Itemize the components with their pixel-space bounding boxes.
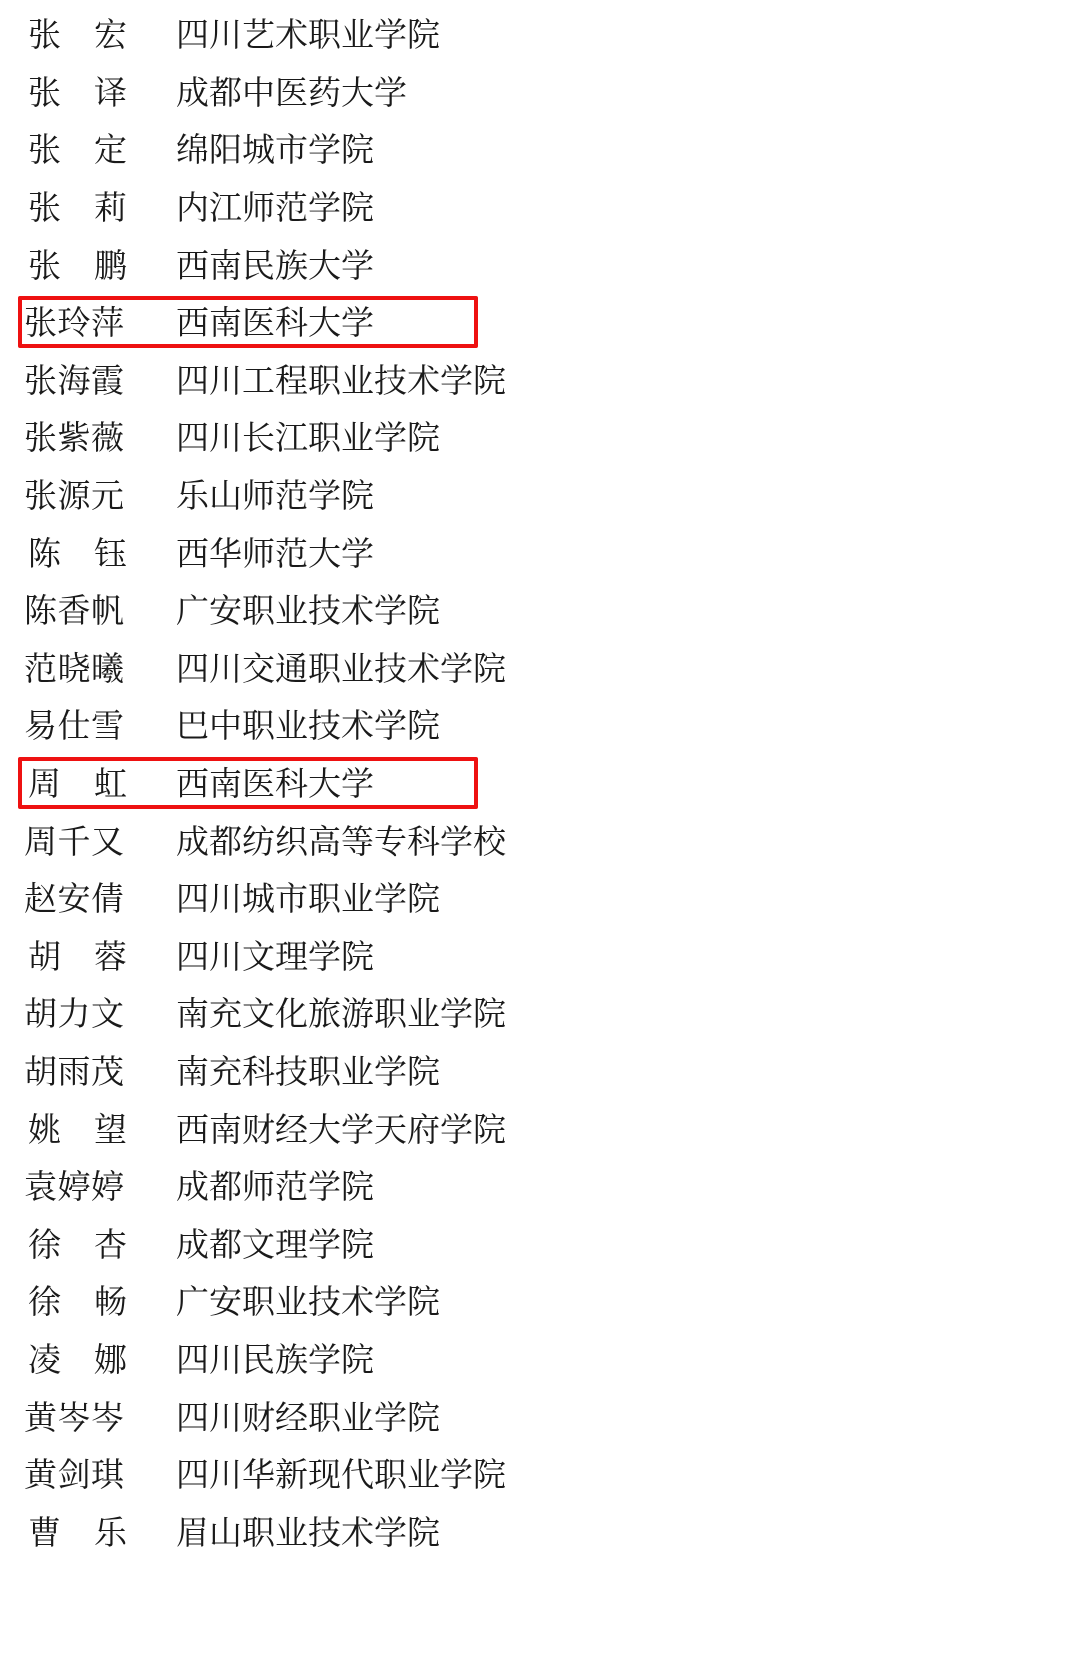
list-item bbox=[0, 1446, 1080, 1504]
list-item bbox=[0, 524, 1080, 582]
person-name: 张源元 bbox=[24, 476, 125, 516]
list-item bbox=[0, 812, 1080, 870]
list-item bbox=[0, 755, 1080, 813]
person-name: 姚 望 bbox=[28, 1109, 127, 1149]
list-item bbox=[0, 1273, 1080, 1331]
person-name: 胡 蓉 bbox=[28, 936, 127, 976]
person-name: 张 莉 bbox=[28, 188, 127, 228]
list-item bbox=[0, 1331, 1080, 1389]
list-item bbox=[0, 1215, 1080, 1273]
list-item bbox=[0, 179, 1080, 237]
person-name: 曹 乐 bbox=[28, 1512, 127, 1552]
person-name: 张 鹏 bbox=[28, 245, 127, 285]
organization-name: 四川文理学院 bbox=[176, 936, 374, 976]
list-item bbox=[0, 352, 1080, 410]
list-item bbox=[0, 236, 1080, 294]
person-name: 张 译 bbox=[28, 72, 127, 112]
person-name: 徐 杏 bbox=[28, 1224, 127, 1264]
organization-name: 广安职业技术学院 bbox=[176, 1282, 440, 1322]
list-item bbox=[0, 6, 1080, 64]
list-item bbox=[0, 582, 1080, 640]
list-item bbox=[0, 1043, 1080, 1101]
person-name: 周 虹 bbox=[28, 764, 127, 804]
person-name: 黄岑岑 bbox=[24, 1397, 125, 1437]
person-name: 黄剑琪 bbox=[24, 1455, 125, 1495]
list-item bbox=[0, 928, 1080, 986]
person-name: 易仕雪 bbox=[24, 706, 125, 746]
list-item bbox=[0, 870, 1080, 928]
list-item bbox=[0, 1158, 1080, 1216]
organization-name: 四川工程职业技术学院 bbox=[176, 360, 506, 400]
list-item bbox=[0, 64, 1080, 122]
person-name: 张玲萍 bbox=[24, 303, 125, 343]
organization-name: 南充科技职业学院 bbox=[176, 1051, 440, 1091]
organization-name: 西南医科大学 bbox=[176, 764, 374, 804]
person-name: 周千又 bbox=[24, 821, 125, 861]
organization-name: 绵阳城市学院 bbox=[176, 130, 374, 170]
organization-name: 西南民族大学 bbox=[176, 245, 374, 285]
organization-name: 广安职业技术学院 bbox=[176, 591, 440, 631]
person-name: 张紫薇 bbox=[24, 418, 125, 458]
organization-name: 内江师范学院 bbox=[176, 188, 374, 228]
organization-name: 四川长江职业学院 bbox=[176, 418, 440, 458]
person-name: 张 定 bbox=[28, 130, 127, 170]
organization-name: 西南财经大学天府学院 bbox=[176, 1109, 506, 1149]
organization-name: 四川民族学院 bbox=[176, 1339, 374, 1379]
list-item bbox=[0, 467, 1080, 525]
person-name: 胡力文 bbox=[24, 994, 125, 1034]
person-name: 徐 畅 bbox=[28, 1282, 127, 1322]
organization-name: 西南医科大学 bbox=[176, 303, 374, 343]
organization-name: 巴中职业技术学院 bbox=[176, 706, 440, 746]
organization-name: 乐山师范学院 bbox=[176, 476, 374, 516]
list-item bbox=[0, 1503, 1080, 1561]
list-item bbox=[0, 121, 1080, 179]
organization-name: 四川交通职业技术学院 bbox=[176, 648, 506, 688]
person-name: 张海霞 bbox=[24, 360, 125, 400]
list-item bbox=[0, 294, 1080, 352]
organization-name: 四川艺术职业学院 bbox=[176, 15, 440, 55]
list-item bbox=[0, 409, 1080, 467]
organization-name: 成都文理学院 bbox=[176, 1224, 374, 1264]
list-item bbox=[0, 985, 1080, 1043]
person-name: 范晓曦 bbox=[24, 648, 125, 688]
person-name: 张 宏 bbox=[28, 15, 127, 55]
person-name: 袁婷婷 bbox=[24, 1167, 125, 1207]
organization-name: 四川城市职业学院 bbox=[176, 879, 440, 919]
person-name: 胡雨茂 bbox=[24, 1051, 125, 1091]
organization-name: 成都中医药大学 bbox=[176, 72, 407, 112]
organization-name: 四川华新现代职业学院 bbox=[176, 1455, 506, 1495]
list-item bbox=[0, 697, 1080, 755]
list-item bbox=[0, 1388, 1080, 1446]
list-item bbox=[0, 1100, 1080, 1158]
organization-name: 四川财经职业学院 bbox=[176, 1397, 440, 1437]
organization-name: 西华师范大学 bbox=[176, 533, 374, 573]
person-name: 凌 娜 bbox=[28, 1339, 127, 1379]
organization-name: 成都纺织高等专科学校 bbox=[176, 821, 506, 861]
organization-name: 南充文化旅游职业学院 bbox=[176, 994, 506, 1034]
list-item bbox=[0, 640, 1080, 698]
organization-name: 眉山职业技术学院 bbox=[176, 1512, 440, 1552]
person-name: 陈 钰 bbox=[28, 533, 127, 573]
organization-name: 成都师范学院 bbox=[176, 1167, 374, 1207]
person-name: 赵安倩 bbox=[24, 879, 125, 919]
person-name: 陈香帆 bbox=[24, 591, 125, 631]
